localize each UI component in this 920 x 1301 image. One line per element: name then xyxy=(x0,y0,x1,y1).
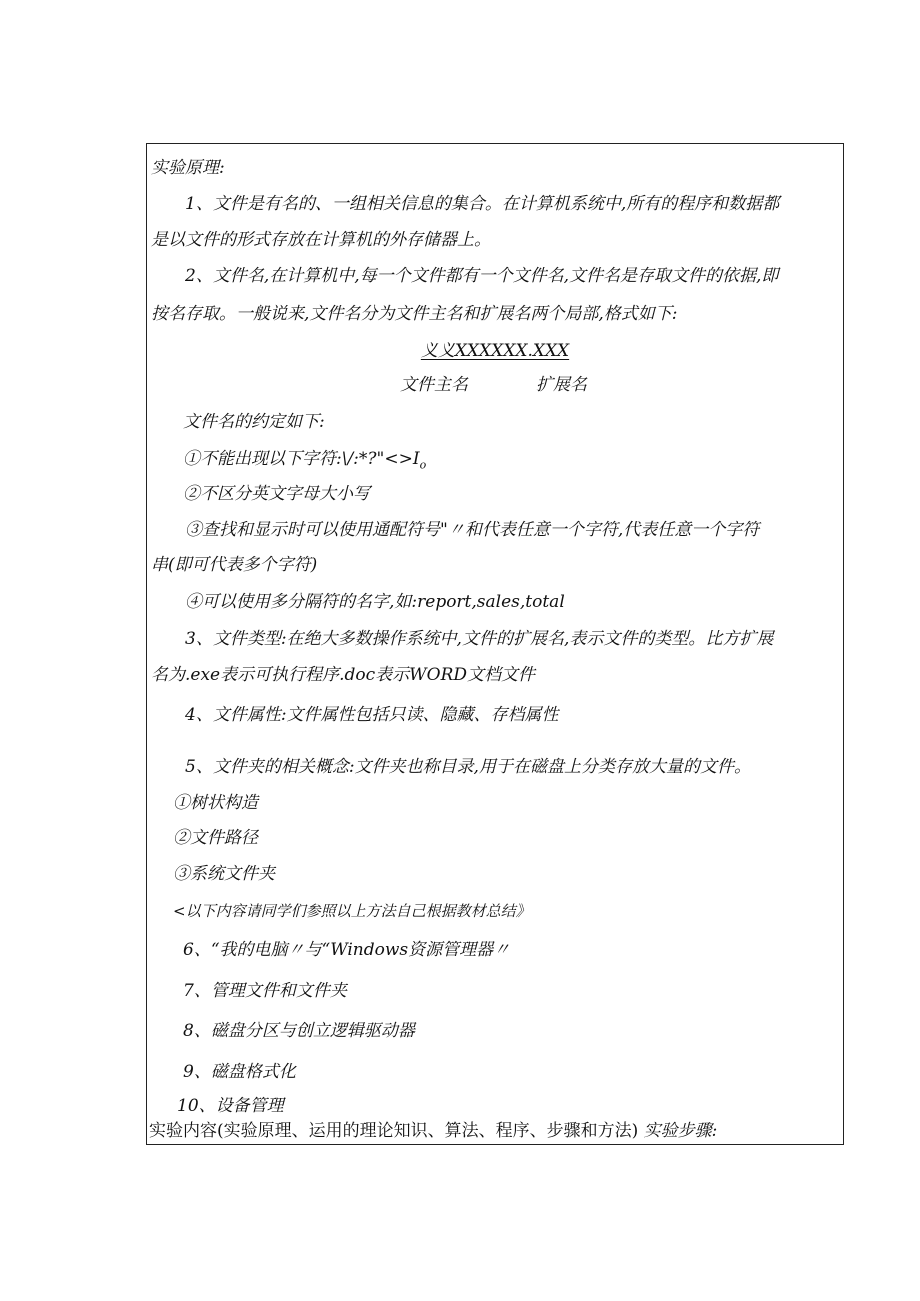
format-example xyxy=(147,340,843,362)
p2-line1: 2、文件名,在计算机中,每一个文件都有一个文件名,文件名是存取文件的依据,即 xyxy=(185,266,779,286)
heading: 实验原理: xyxy=(151,158,225,178)
p1-line2: 是以文件的形式存放在计算机的外存储器上。 xyxy=(151,230,491,250)
p1-line1: 1、文件是有名的、一组相关信息的集合。在计算机系统中,所有的程序和数据都 xyxy=(185,194,780,214)
footer-label: 实验内容(实验原理、运用的理论知识、算法、程序、步骤和方法) xyxy=(149,1121,639,1141)
topic-8: 8、磁盘分区与创立逻辑驱动器 xyxy=(183,1021,415,1041)
rule-2: ②不区分英文字母大小写 xyxy=(183,484,370,504)
topic-7: 7、管理文件和文件夹 xyxy=(183,981,347,1001)
rules-intro: 文件名的约定如下: xyxy=(183,412,325,432)
p3-line2: 名为.exe表示可执行程序.doc表示WORD文档文件 xyxy=(151,665,535,685)
p5: 5、文件夹的相关概念:文件夹也称目录,用于在磁盘上分类存放大量的文件。 xyxy=(185,757,751,777)
topic-6: 6、“我的电脑〃与“Windows资源管理器〃 xyxy=(183,940,511,960)
principle-cell xyxy=(146,143,844,1145)
rule-4: ④可以使用多分隔符的名字,如:report,sales,total xyxy=(185,592,565,612)
p2-line2: 按名存取。一般说来,文件名分为文件主名和扩展名两个局部,格式如下: xyxy=(151,304,678,324)
footer-line xyxy=(149,1120,717,1142)
topic-9: 9、磁盘格式化 xyxy=(183,1062,296,1082)
folder-item: ②文件路径 xyxy=(173,828,258,848)
folder-item: ③系统文件夹 xyxy=(173,864,275,884)
note: <以下内容请同学们参照以上方法自己根据教材总结》 xyxy=(173,902,531,920)
p3-line1: 3、文件类型:在绝大多数操作系统中,文件的扩展名,表示文件的类型。比方扩展 xyxy=(185,629,774,649)
rule-1-sub: o xyxy=(419,458,427,472)
format-main-label: 文件主名 xyxy=(400,375,468,395)
rule-1-text: ①不能出现以下字符:\/:*?"<>I xyxy=(183,449,420,469)
format-ext-label: 扩展名 xyxy=(536,375,587,395)
rule-1 xyxy=(183,448,426,476)
rule-3-line2: 串(即可代表多个字符) xyxy=(151,555,318,575)
footer-steps: 实验步骤: xyxy=(643,1121,718,1141)
rule-3-line1: ③查找和显示时可以使用通配符号"〃和代表任意一个字符,代表任意一个字符 xyxy=(185,520,760,540)
topic-10: 10、设备管理 xyxy=(177,1096,284,1116)
folder-item: ①树状构造 xyxy=(173,793,258,813)
p4: 4、文件属性:文件属性包括只读、隐藏、存档属性 xyxy=(185,705,559,725)
format-example-text: 义义XXXXXX.XXX xyxy=(420,341,570,361)
